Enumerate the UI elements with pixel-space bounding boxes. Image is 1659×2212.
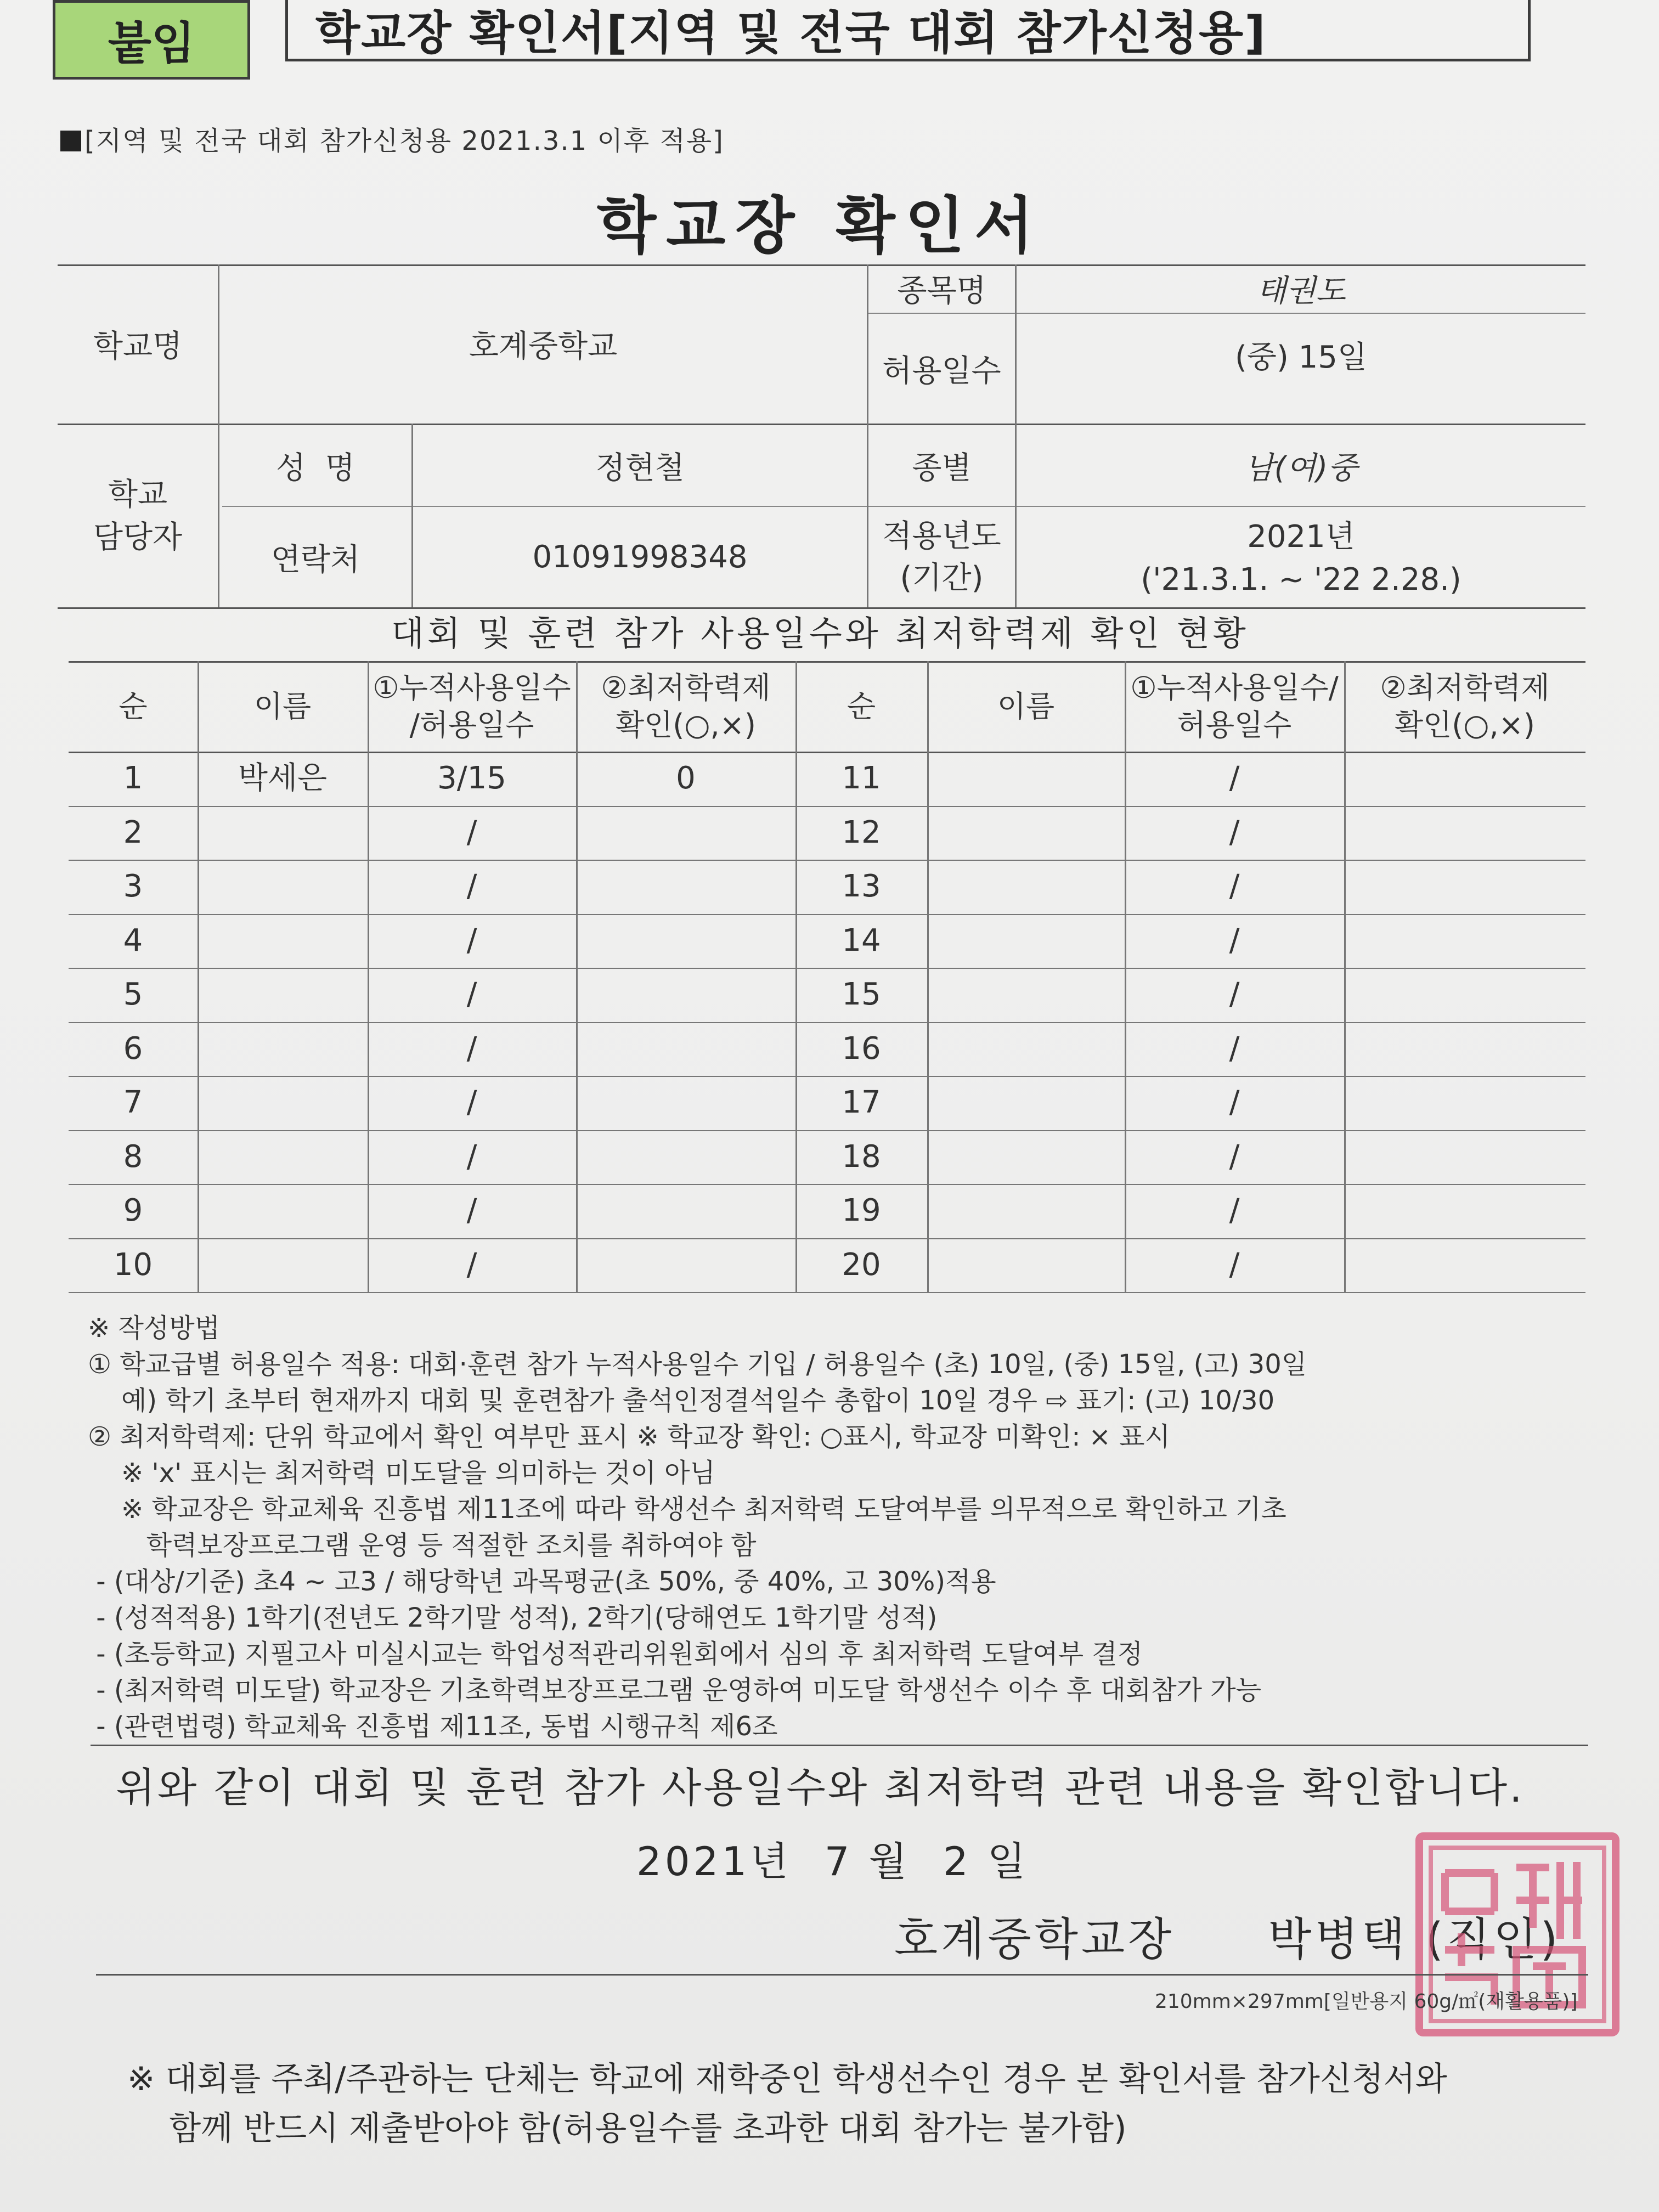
table-cell-check [1344,1130,1585,1184]
confirm-statement: 위와 같이 대회 및 훈련 참가 사용일수와 최저학력 관련 내용을 확인합니다. [116,1764,1525,1812]
section-title: 대회 및 훈련 참가 사용일수와 최저학력제 확인 현황 [391,613,1249,653]
table-cell-days: / [1229,760,1240,797]
table-cell-no: 7 [123,1085,143,1121]
year-value: 2021년 [1247,519,1355,555]
table-cell-days: / [1229,814,1240,850]
signer-title: 호계중학교장 [894,1914,1175,1966]
table-cell-name [198,860,368,914]
table-cell-days: / [466,1085,477,1121]
manager-label: 학교 담당자 [93,476,183,555]
note-line: - (대상/기준) 초4 ~ 고3 / 해당학년 과목평균(초 50%, 중 40%, 고 30%)적용 [88,1566,996,1597]
table-cell-days: / [466,1138,477,1175]
table-cell-name [927,1184,1125,1238]
note-line: ※ 작성방법 [88,1313,220,1344]
table-cell-days: / [466,977,477,1013]
table-cell-days: / [1229,1246,1240,1283]
table-cell-check [1344,1076,1585,1130]
table-cell-check: 0 [676,760,696,797]
table-cell-days: 3/15 [437,760,506,797]
table-cell-name [198,1076,368,1130]
date-year: 2021년 [636,1838,792,1884]
date-month: 7 월 [824,1838,911,1884]
square-bullet-icon [60,131,81,151]
document-title: 학교장 확인서 [596,190,1044,262]
applies-note-text: [지역 및 전국 대회 참가신청용 2021.3.1 이후 적용] [84,126,724,156]
table-cell-check [1344,752,1585,806]
allowed-days-value: (중) 15일 [1235,340,1367,375]
table-cell-no: 6 [123,1030,143,1066]
table-cell-name [927,1076,1125,1130]
note-line: ※ 'x' 표시는 최저학력 미도달을 의미하는 것이 아님 [88,1458,715,1488]
table-cell-days: / [466,1030,477,1066]
table-header-cell: ①누적사용일수/ 허용일수 [1130,670,1339,742]
divider [91,1745,1588,1746]
table-cell-name [927,860,1125,914]
table-cell-no: 9 [123,1193,143,1229]
table-cell-check [1344,968,1585,1022]
table-header-cell: 이름 [253,689,312,724]
name-label: 성 명 [276,450,355,486]
table-cell-check [1344,1238,1585,1293]
table-cell-days: / [466,814,477,850]
table-cell-name [198,1184,368,1238]
table-cell-check [576,1130,795,1184]
signer-name: 박병택 (직인) [1268,1914,1561,1966]
table-cell-check [1344,1184,1585,1238]
table-cell-check [576,968,795,1022]
note-line: ② 최저학력제: 단위 학교에서 확인 여부만 표시 ※ 학교장 확인: ○표시, 학교장 미확인: × 표시 [88,1421,1170,1452]
table-cell-days: / [1229,868,1240,905]
table-cell-name [927,1238,1125,1293]
usage-table [69,661,1585,1303]
table-cell-days: / [466,1246,477,1283]
table-cell-no: 11 [842,760,881,797]
table-cell-name [927,1022,1125,1076]
table-cell-no: 19 [842,1193,881,1229]
table-cell-no: 13 [842,868,881,905]
table-cell-no: 10 [113,1246,153,1283]
table-cell-name: 박세은 [238,760,328,797]
sport-label: 종목명 [897,273,986,309]
table-cell-name [927,914,1125,968]
table-cell-check [576,1238,795,1293]
table-header-cell: 순 [119,689,148,724]
table-cell-days: / [1229,922,1240,958]
note-line: - (초등학교) 지필고사 미실시교는 학업성적관리위원회에서 심의 후 최저학력 도달여부 결정 [88,1639,1143,1669]
table-header-cell: 순 [847,689,876,724]
applies-note [60,120,724,157]
year-label: 적용년도 (기간) [882,518,1001,596]
table-cell-days: / [1229,977,1240,1013]
footer-divider [96,1974,1588,1976]
table-cell-days: / [1229,1085,1240,1121]
note-line: 예) 학기 초부터 현재까지 대회 및 훈련참가 출석인정결석일수 총합이 10일 경우 ⇨ 표기: (고) 10/30 [88,1385,1275,1416]
table-cell-no: 12 [842,814,881,850]
date-day: 2 일 [943,1838,1029,1884]
table-cell-check [576,1076,795,1130]
school-name-value: 호계중학교 [469,329,618,364]
signature-date [636,1830,1062,1887]
table-cell-check [576,914,795,968]
note-line: - (관련법령) 학교체육 진흥법 제11조, 동법 시행규칙 제6조 [88,1711,778,1742]
table-cell-days: / [466,1193,477,1229]
table-cell-no: 15 [842,977,881,1013]
allowed-days-label: 허용일수 [882,353,1001,389]
table-cell-name [198,806,368,860]
attachment-badge: 붙임 [53,0,250,80]
table-header-cell: ②최저학력제 확인(○,×) [1380,670,1550,742]
table-cell-check [1344,806,1585,860]
table-cell-no: 4 [123,922,143,958]
table-header-cell: ①누적사용일수 /허용일수 [373,670,571,742]
table-cell-no: 8 [123,1138,143,1175]
note-line: ① 학교급별 허용일수 적용: 대회·훈련 참가 누적사용일수 기입 / 허용일수 (초) 10일, (중) 15일, (고) 30일 [88,1349,1307,1380]
school-name-label: 학교명 [93,329,183,364]
header-title: 학교장 확인서[지역 및 전국 대회 참가신청용] [285,0,1531,61]
table-cell-name [198,1238,368,1293]
gender-label: 종별 [912,450,972,486]
table-cell-name [927,1130,1125,1184]
instructions-notes [88,1310,1602,1745]
table-cell-name [927,968,1125,1022]
table-cell-no: 18 [842,1138,881,1175]
table-cell-check [576,1184,795,1238]
table-cell-days: / [1229,1193,1240,1229]
note-line: ※ 학교장은 학교체육 진흥법 제11조에 따라 학생선수 최저학력 도달여부를 의무적으로 확인하고 기초 [88,1494,1286,1525]
table-cell-no: 3 [123,868,143,905]
table-cell-check [576,1022,795,1076]
table-cell-days: / [1229,1030,1240,1066]
table-cell-no: 16 [842,1030,881,1066]
table-cell-name [927,806,1125,860]
table-cell-check [576,806,795,860]
table-cell-check [576,860,795,914]
table-cell-check [1344,914,1585,968]
footer-note: ※ 대회를 주최/주관하는 단체는 학교에 재학중인 학생선수인 경우 본 확인서를 참가신청서와 함께 반드시 제출받아야 함(허용일수를 초과한 대회 참가는 불가함) [127,2060,1447,2148]
table-cell-name [198,1022,368,1076]
paper-spec: 210mm×297mm[일반용지 60g/㎡(재활용품)] [1155,1990,1578,2013]
table-header-cell: 이름 [997,689,1055,724]
table-cell-no: 20 [842,1246,881,1283]
contact-label: 연락처 [270,541,360,578]
gender-value: 남(여)중 [1244,450,1358,486]
table-cell-no: 2 [123,814,143,850]
table-cell-no: 14 [842,922,881,958]
note-line: 학력보장프로그램 운영 등 적절한 조치를 취하여야 함 [88,1530,757,1561]
table-cell-days: / [466,868,477,905]
name-value: 정현철 [595,450,685,486]
table-line [69,1292,1585,1293]
contact-value: 01091998348 [532,539,748,575]
note-line: - (최저학력 미도달) 학교장은 기초학력보장프로그램 운영하여 미도달 학생선수 이수 후 대회참가 가능 [88,1675,1261,1706]
note-line: - (성적적용) 1학기(전년도 2학기말 성적), 2학기(당해연도 1학기말 성적) [88,1602,938,1633]
table-cell-check [1344,860,1585,914]
table-cell-days: / [466,922,477,958]
table-header-cell: ②최저학력제 확인(○,×) [601,670,771,742]
table-cell-no: 17 [842,1085,881,1121]
table-cell-no: 5 [123,977,143,1013]
table-cell-name [198,968,368,1022]
table-cell-no: 1 [123,760,143,797]
table-cell-name [927,752,1125,806]
period-value: ('21.3.1. ~ '22 2.28.) [1141,562,1462,597]
table-cell-name [198,1130,368,1184]
sport-value: 태권도 [1256,273,1346,309]
table-cell-name [198,914,368,968]
table-cell-days: / [1229,1138,1240,1175]
table-cell-check [1344,1022,1585,1076]
info-table [58,264,1585,609]
